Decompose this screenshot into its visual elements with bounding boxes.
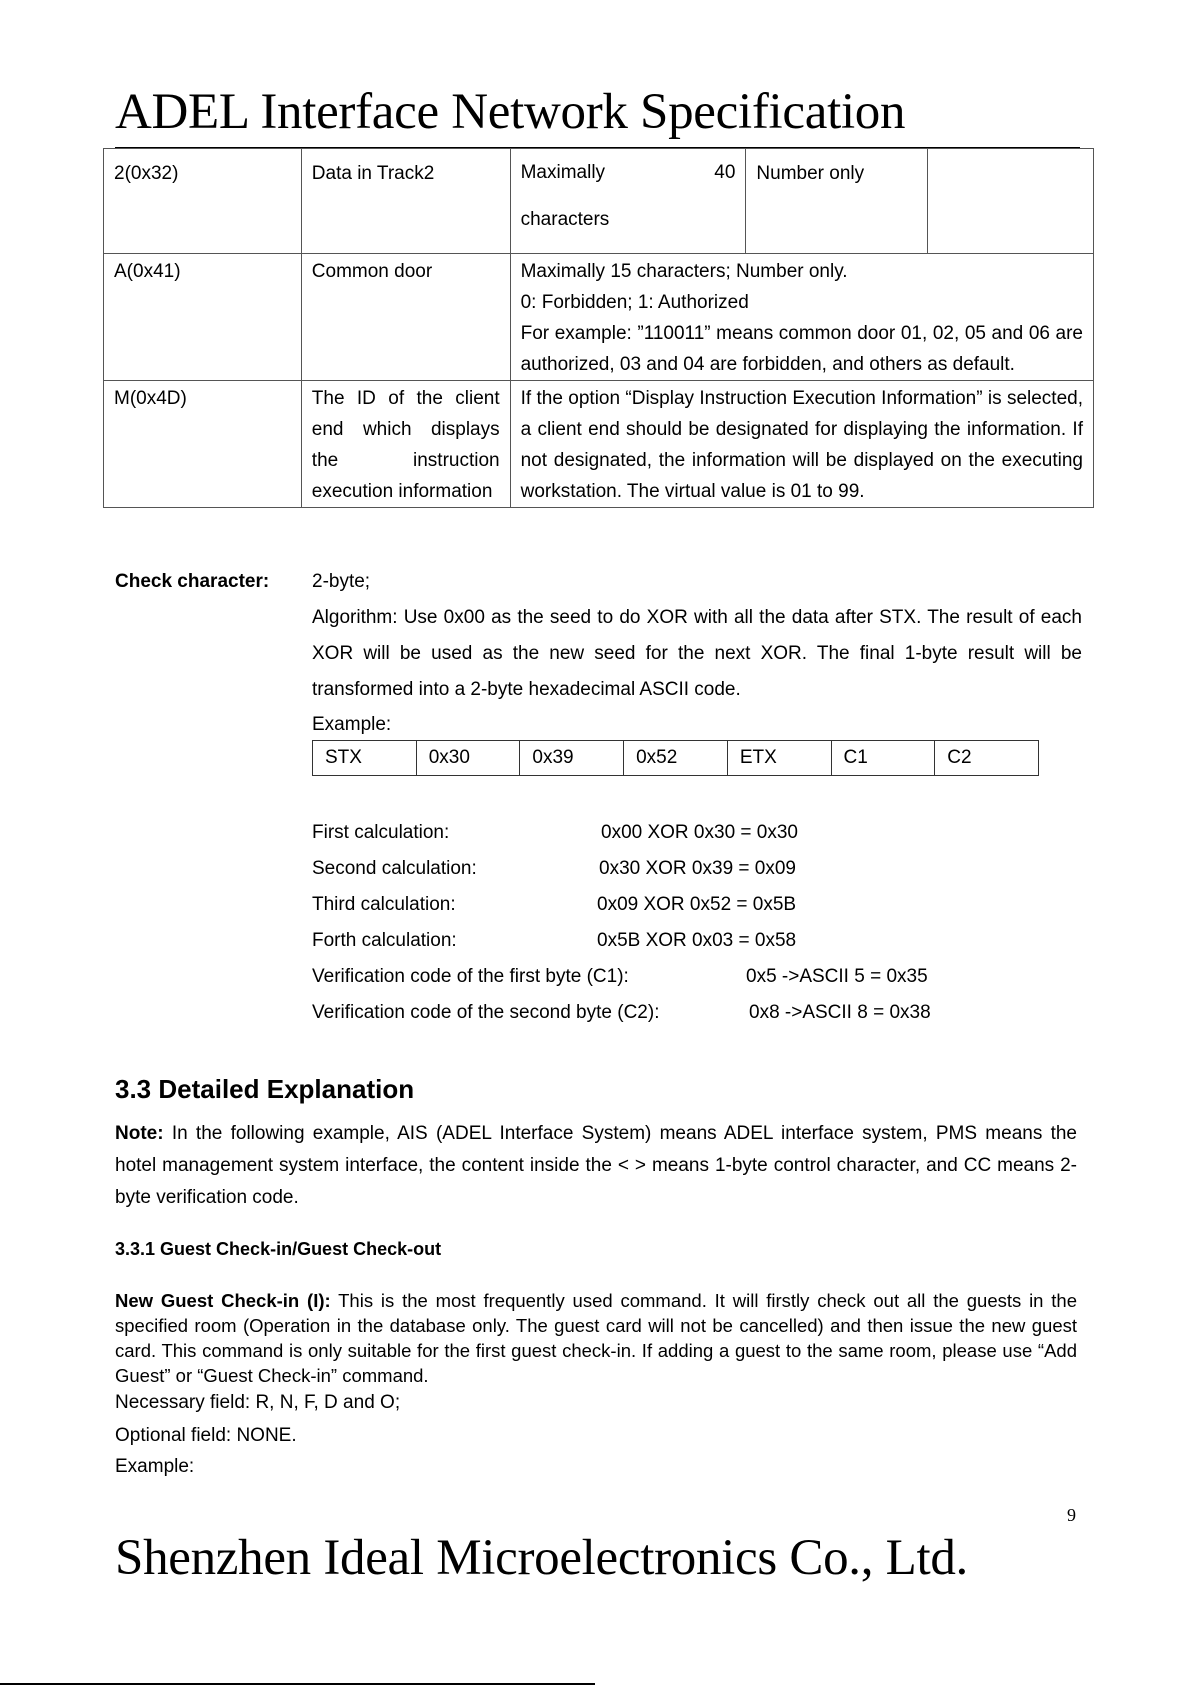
frame-cell: ETX: [727, 741, 831, 776]
calc-label: First calculation:: [312, 822, 450, 843]
optional-fields: Optional field: NONE.: [115, 1425, 297, 1446]
frame-cell: 0x52: [624, 741, 728, 776]
calc-label: Verification code of the second byte (C2):: [312, 1002, 660, 1023]
table-row: [104, 254, 1094, 381]
calc-value: 0x09 XOR 0x52 = 0x5B: [597, 894, 797, 915]
example-frame-table: [312, 740, 1039, 776]
frame-cell: C2: [935, 741, 1039, 776]
field-name: Data in Track2: [301, 149, 510, 254]
check-algorithm: Algorithm: Use 0x00 as the seed to do XOR with all the data after STX. The result of each XOR will be used as the new seed for the next XOR. The final 1-byte result will be transformed into a 2-byte hexadecimal ASCII code.: [312, 607, 1082, 700]
field-desc: Maximally 40 characters: [510, 149, 746, 254]
calc-value: 0x30 XOR 0x39 = 0x09: [599, 858, 796, 879]
field-name: The ID of the client end which displays the instruction execution information: [301, 381, 510, 508]
field-spec-table: [103, 148, 1094, 508]
frame-cell: C1: [831, 741, 935, 776]
table-row: [104, 381, 1094, 508]
document-header-title: ADEL Interface Network Specification: [115, 84, 906, 140]
calc-value: 0x5 ->ASCII 5 = 0x35: [746, 966, 928, 987]
frame-cell: 0x39: [520, 741, 624, 776]
section-heading: 3.3 Detailed Explanation: [115, 1074, 415, 1104]
field-format: Number only: [746, 149, 928, 254]
note-paragraph: Note: In the following example, AIS (ADEL Interface System) means ADEL interface system, PMS means the hotel management system interface, the content inside the < > means 1-byte control character, and CC means 2-byte verification code.: [115, 1123, 1077, 1208]
field-desc: Maximally 15 characters; Number only. 0: Forbidden; 1: Authorized For example: ”110011” means common door 01, 02, 05 and 06 are authorized, 03 and 04 are forbidden, and others as default.: [510, 254, 1093, 381]
calc-value: 0x8 ->ASCII 8 = 0x38: [749, 1002, 931, 1023]
example-heading: Example:: [115, 1456, 195, 1477]
subsection-heading: 3.3.1 Guest Check-in/Guest Check-out: [115, 1239, 442, 1259]
field-note: [928, 149, 1094, 254]
calc-label: Forth calculation:: [312, 930, 457, 951]
field-name: Common door: [301, 254, 510, 381]
check-character-label: Check character:: [115, 571, 270, 592]
example-label: Example:: [312, 714, 392, 735]
field-code: A(0x41): [104, 254, 302, 381]
calc-label: Third calculation:: [312, 894, 456, 915]
table-row: [313, 741, 1039, 776]
check-character-size: 2-byte;: [312, 571, 371, 592]
frame-cell: STX: [313, 741, 417, 776]
page-number: 9: [1067, 1505, 1076, 1525]
field-desc: If the option “Display Instruction Execution Information” is selected, a client end should be designated for displaying the information. If not designated, the information will be displayed on the executing workstation. The virtual value is 01 to 99.: [510, 381, 1093, 508]
field-code: 2(0x32): [104, 149, 302, 254]
footer-company: Shenzhen Ideal Microelectronics Co., Ltd.: [115, 1530, 969, 1586]
table-row: [104, 149, 1094, 254]
calc-value: 0x00 XOR 0x30 = 0x30: [601, 822, 798, 843]
field-code: M(0x4D): [104, 381, 302, 508]
checkin-paragraph: New Guest Check-in (I): This is the most frequently used command. It will firstly check out all the guests in the specified room (Operation in the database only. The guest card will not be cancelled) and then issue the new guest card. This command is only suitable for the first guest check-in. If adding a guest to the same room, please use “Add Guest” or “Guest Check-in” command.: [115, 1290, 1077, 1386]
calc-label: Verification code of the first byte (C1):: [312, 966, 629, 987]
necessary-fields: Necessary field: R, N, F, D and O;: [115, 1392, 401, 1413]
frame-cell: 0x30: [416, 741, 520, 776]
calc-label: Second calculation:: [312, 858, 477, 879]
calc-value: 0x5B XOR 0x03 = 0x58: [597, 930, 797, 951]
